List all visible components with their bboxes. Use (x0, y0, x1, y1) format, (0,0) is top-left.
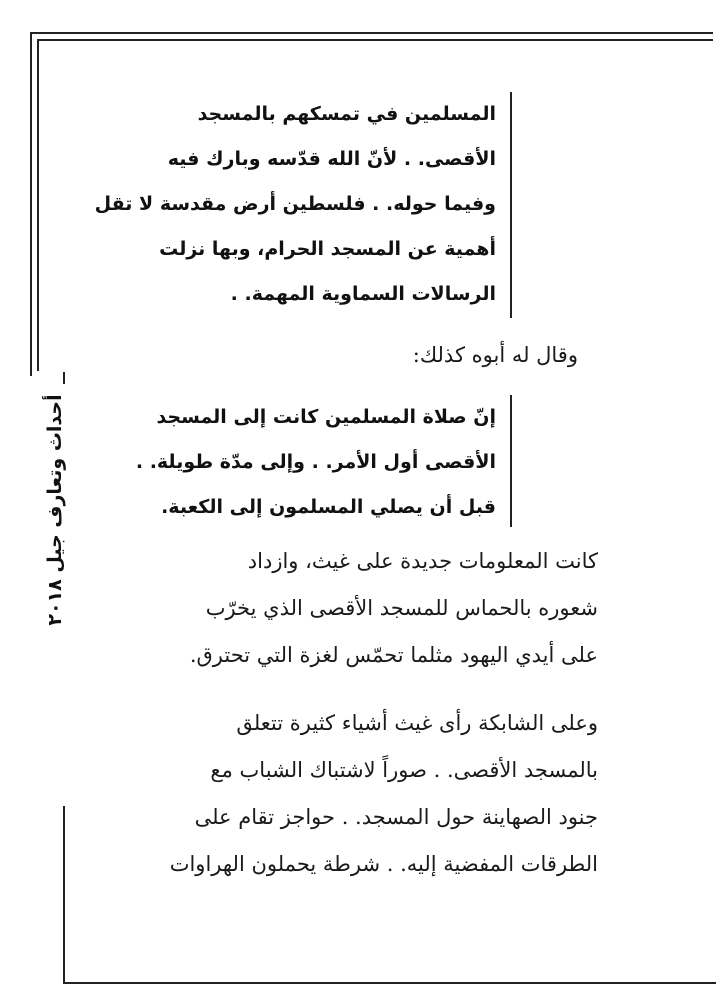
intro-line-text: وقال له أبوه كذلك: (412, 343, 578, 367)
quote-1-line: الرسالات السماوية المهمة. . (230, 283, 496, 305)
quote-2-line: الأقصى أول الأمر. . وإلى مدّة طويلة. . (135, 451, 496, 473)
quote-block-2 (112, 395, 512, 527)
quote-block-1 (94, 92, 512, 318)
running-header (28, 394, 82, 626)
paragraph-1-line: شعوره بالحماس للمسجد الأقصى الذي يخرّب (205, 596, 598, 620)
quote-1-line: المسلمين في تمسكهم بالمسجد (197, 103, 496, 125)
quote-1-line: وفيما حوله. . فلسطين أرض مقدسة لا تقل (94, 193, 496, 215)
intro-line (300, 332, 578, 379)
quote-2-line: إنّ صلاة المسلمين كانت إلى المسجد (156, 406, 496, 428)
quote-1-line: الأقصى. . لأنّ الله قدّسه وبارك فيه (167, 148, 496, 170)
paragraph-2-line: جنود الصهاينة حول المسجد. . حواجز تقام على (194, 805, 598, 829)
frame-left-bottom-rule (63, 806, 65, 984)
paragraph-1-line: على أيدي اليهود مثلما تحمّس لغزة التي تحترق. (189, 643, 598, 667)
paragraph-2-line: وعلى الشابكة رأى غيث أشياء كثيرة تتعلق (236, 711, 598, 735)
frame-left-stub-rule (63, 372, 65, 384)
frame-left-inner-rule (37, 39, 39, 371)
frame-bottom-rule (63, 982, 716, 984)
frame-top-inner-rule (37, 39, 713, 41)
paragraph-1-line: كانت المعلومات جديدة على غيث، وازداد (247, 549, 598, 573)
frame-left-outer-rule (30, 32, 32, 376)
frame-top-outer-rule (30, 32, 713, 34)
paragraph-2-line: بالمسجد الأقصى. . صوراً لاشتباك الشباب مع (210, 758, 598, 782)
quote-2-line: قبل أن يصلي المسلمون إلى الكعبة. (161, 496, 496, 518)
paragraph-1 (112, 538, 598, 679)
quote-1-line: أهمية عن المسجد الحرام، وبها نزلت (159, 238, 496, 260)
paragraph-2-line: الطرقات المفضية إليه. . شرطة يحملون الهراوات (169, 852, 598, 876)
paragraph-2 (112, 700, 598, 888)
running-header-text: أحداث وتعارف جيل ٢٠١٨ (44, 394, 66, 626)
